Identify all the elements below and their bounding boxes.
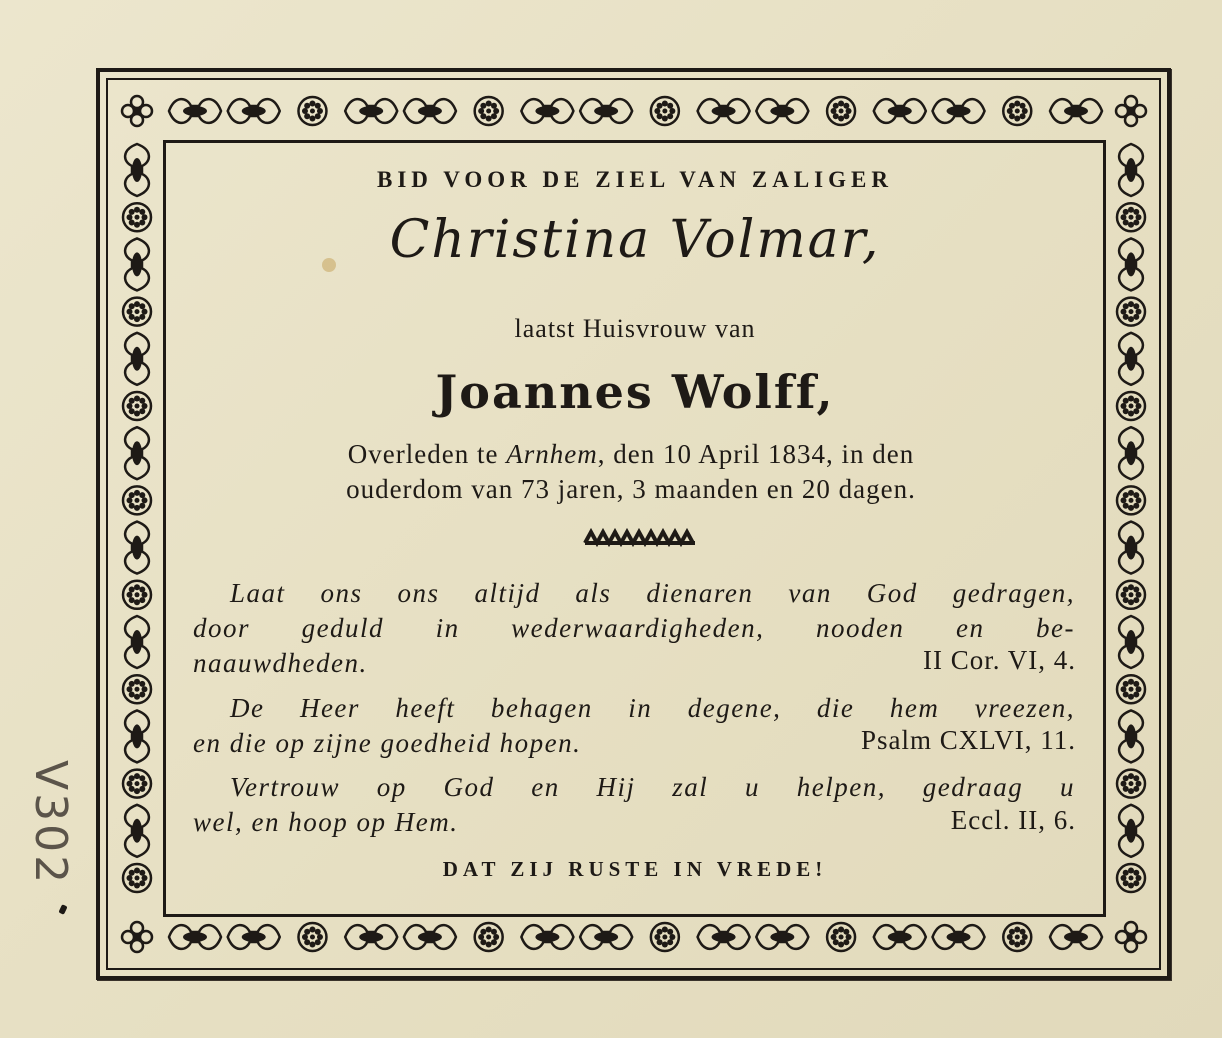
- leaf-ornament: [580, 925, 632, 949]
- corner-ornament: [1116, 96, 1146, 126]
- leaf-ornament: [169, 99, 221, 123]
- death-prefix: Overleden te: [347, 439, 507, 469]
- death-date-line: [186, 439, 1076, 470]
- leaf-ornament: [698, 925, 750, 949]
- corner-ornament: [122, 96, 152, 126]
- rosette-ornament: [123, 486, 151, 514]
- leaf-ornament: [404, 99, 456, 123]
- quote-3-line-2: wel, en hoop op Hem.: [193, 807, 459, 837]
- corner-ornament: [1116, 922, 1146, 952]
- rosette-ornament: [123, 864, 151, 892]
- rosette-ornament: [1003, 97, 1031, 125]
- rosette-ornament: [651, 97, 679, 125]
- corner-ornament: [122, 922, 152, 952]
- quote-1-line-1: Laat ons ons altijd als dienaren van God gedragen,: [230, 578, 1075, 608]
- ornamental-divider: [583, 527, 698, 547]
- leaf-ornament: [580, 99, 632, 123]
- rosette-ornament: [123, 203, 151, 231]
- leaf-ornament: [521, 99, 573, 123]
- quote-1-reference: II Cor. VI, 4.: [923, 645, 1076, 675]
- leaf-ornament: [228, 925, 280, 949]
- death-suffix: , den 10 April 1834, in den: [597, 439, 915, 469]
- closing-line: DAT ZIJ RUSTE IN VREDE!: [442, 857, 828, 881]
- leaf-ornament: [169, 925, 221, 949]
- quote-3-line-1: Vertrouw op God en Hij zal u helpen, gedraag u: [230, 772, 1075, 802]
- leaf-ornament: [933, 925, 985, 949]
- leaf-ornament: [404, 925, 456, 949]
- rosette-ornament: [651, 923, 679, 951]
- rosette-ornament: [123, 770, 151, 798]
- leaf-ornament: [698, 99, 750, 123]
- quote-2-line-1: De Heer heeft behagen in degene, die hem vreezen,: [230, 693, 1075, 723]
- leaf-ornament: [756, 99, 808, 123]
- deceased-name: Christina Volmar,: [389, 210, 881, 270]
- leaf-ornament: [933, 99, 985, 123]
- leaf-ornament: [1050, 925, 1102, 949]
- age-line: ouderdom van 73 jaren, 3 maanden en 20 dagen.: [346, 474, 916, 504]
- rosette-ornament: [123, 581, 151, 609]
- rosette-ornament: [475, 97, 503, 125]
- leaf-ornament: [1119, 333, 1143, 385]
- rosette-ornament: [1117, 581, 1145, 609]
- rosette-ornament: [827, 97, 855, 125]
- quote-2-reference: Psalm CXLVI, 11.: [860, 725, 1076, 755]
- leaf-ornament: [125, 333, 149, 385]
- rosette-ornament: [298, 97, 326, 125]
- rosette-ornament: [1117, 486, 1145, 514]
- leaf-ornament: [756, 925, 808, 949]
- leaf-ornament: [1119, 427, 1143, 479]
- spouse-name: Joannes Wolff,: [435, 365, 835, 419]
- rosette-ornament: [1117, 392, 1145, 420]
- leaf-ornament: [1119, 238, 1143, 290]
- quote-2-line-2: en die op zijne goedheid hopen.: [193, 728, 582, 758]
- leaf-ornament: [874, 99, 926, 123]
- leaf-ornament: [228, 99, 280, 123]
- leaf-ornament: [1119, 710, 1143, 762]
- rosette-ornament: [1117, 770, 1145, 798]
- handwritten-catalog-number: V302: [25, 760, 76, 887]
- leaf-ornament: [125, 238, 149, 290]
- rosette-ornament: [1003, 923, 1031, 951]
- death-place: Arnhem: [506, 439, 598, 469]
- relation-text: laatst Huisvrouw van: [514, 314, 756, 343]
- leaf-ornament: [1119, 805, 1143, 857]
- rosette-ornament: [1117, 203, 1145, 231]
- rosette-ornament: [827, 923, 855, 951]
- rosette-ornament: [298, 923, 326, 951]
- quote-3-reference: Eccl. II, 6.: [950, 805, 1076, 835]
- leaf-ornament: [345, 99, 397, 123]
- rosette-ornament: [123, 392, 151, 420]
- quote-1-line-3: naauwdheden.: [193, 648, 368, 678]
- leaf-ornament: [125, 710, 149, 762]
- quote-1-line-2: door geduld in wederwaardigheden, nooden en be-: [193, 613, 1075, 643]
- rosette-ornament: [123, 298, 151, 326]
- leaf-ornament: [125, 427, 149, 479]
- rosette-ornament: [1117, 675, 1145, 703]
- rosette-ornament: [1117, 864, 1145, 892]
- leaf-ornament: [521, 925, 573, 949]
- rosette-ornament: [1117, 298, 1145, 326]
- rosette-ornament: [123, 675, 151, 703]
- leaf-ornament: [125, 522, 149, 574]
- leaf-ornament: [874, 925, 926, 949]
- prayer-heading: BID VOOR DE ZIEL VAN ZALIGER: [377, 167, 893, 192]
- leaf-ornament: [1119, 616, 1143, 668]
- leaf-ornament: [1050, 99, 1102, 123]
- leaf-ornament: [125, 144, 149, 196]
- leaf-ornament: [1119, 144, 1143, 196]
- leaf-ornament: [1119, 522, 1143, 574]
- rosette-ornament: [475, 923, 503, 951]
- leaf-ornament: [125, 805, 149, 857]
- leaf-ornament: [125, 616, 149, 668]
- leaf-ornament: [345, 925, 397, 949]
